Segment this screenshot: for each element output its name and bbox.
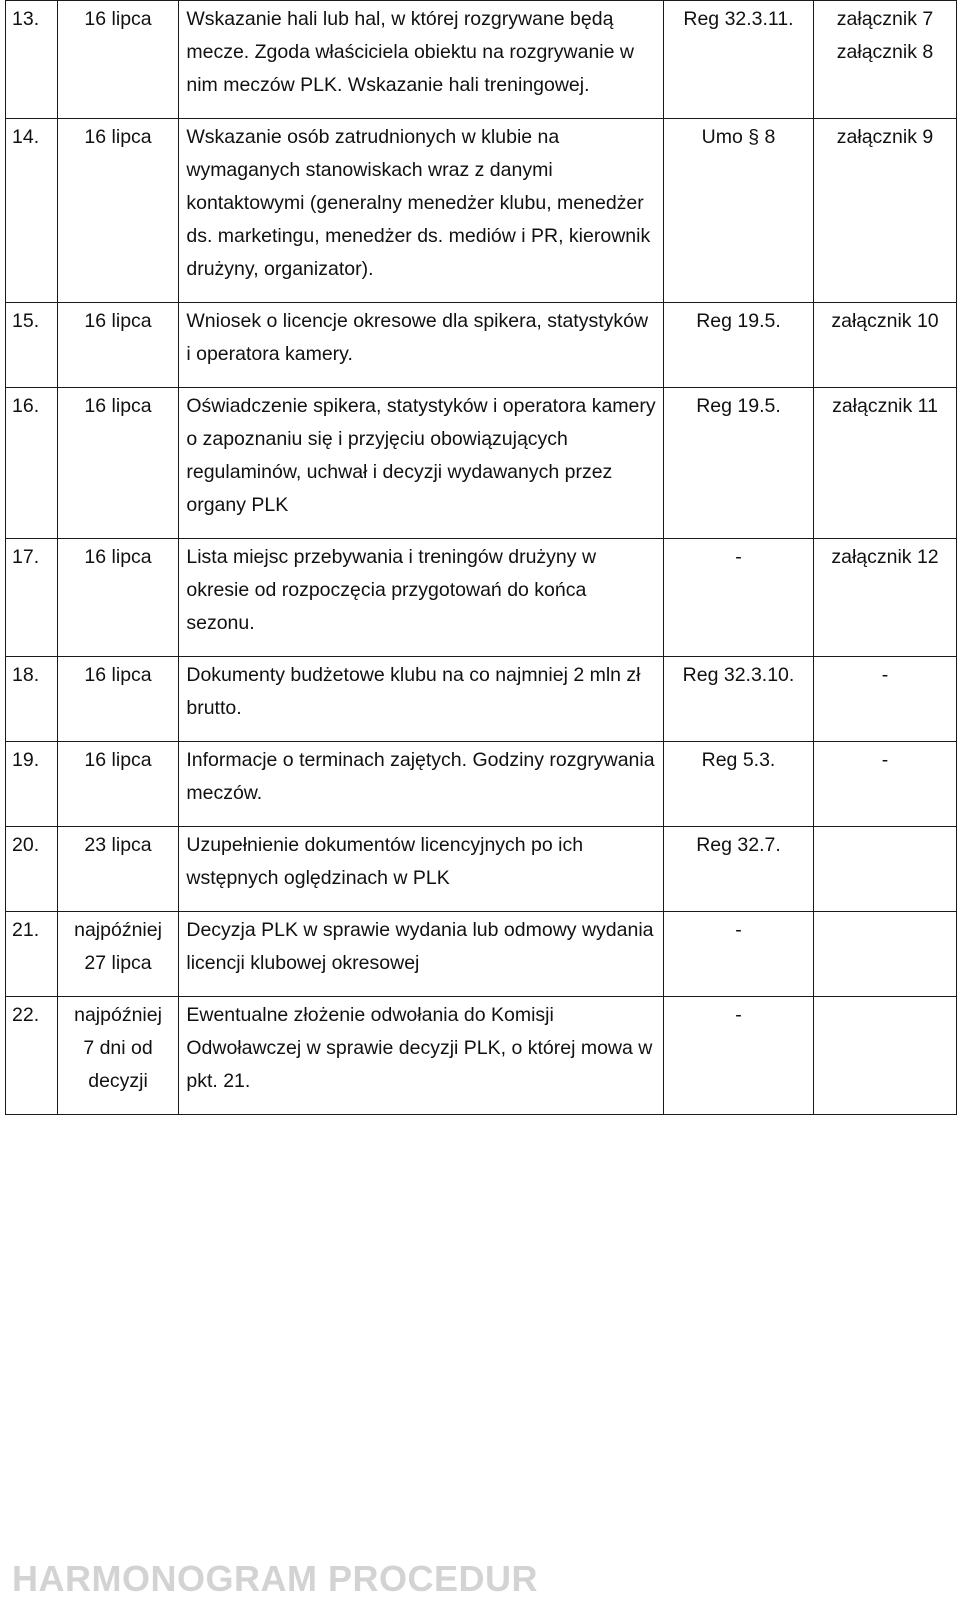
row-attachment: załącznik 10 <box>814 303 957 388</box>
row-number: 18. <box>6 657 58 742</box>
row-description: Wskazanie osób zatrudnionych w klubie na wymaganych stanowiskach wraz z danymi kontaktowymi (generalny menedżer klubu, menedżer ds. marketingu, menedżer ds. mediów i PR, kierownik drużyny, organizator). <box>179 119 664 303</box>
row-attachment <box>814 997 957 1115</box>
row-attachment: - <box>814 742 957 827</box>
row-deadline: 16 lipca <box>57 657 179 742</box>
table-row <box>6 1 957 119</box>
row-regulation-ref: - <box>663 539 813 657</box>
row-regulation-ref: - <box>663 997 813 1115</box>
row-attachment: załącznik 11 <box>814 388 957 539</box>
row-regulation-ref: Umo § 8 <box>663 119 813 303</box>
row-deadline: 16 lipca <box>57 742 179 827</box>
row-number: 22. <box>6 997 58 1115</box>
table-body <box>6 1 957 1115</box>
row-description: Informacje o terminach zajętych. Godziny rozgrywania meczów. <box>179 742 664 827</box>
table-row <box>6 119 957 303</box>
row-attachment: - <box>814 657 957 742</box>
row-deadline: 16 lipca <box>57 1 179 119</box>
row-regulation-ref: Reg 32.3.10. <box>663 657 813 742</box>
row-description: Ewentualne złożenie odwołania do Komisji Odwoławczej w sprawie decyzji PLK, o której mowa w pkt. 21. <box>179 997 664 1115</box>
row-number: 15. <box>6 303 58 388</box>
table-row <box>6 912 957 997</box>
row-attachment: załącznik 12 <box>814 539 957 657</box>
row-regulation-ref: Reg 19.5. <box>663 388 813 539</box>
row-attachment <box>814 912 957 997</box>
section-title: HARMONOGRAM PROCEDUR <box>12 1558 538 1599</box>
row-regulation-ref: - <box>663 912 813 997</box>
row-regulation-ref: Reg 19.5. <box>663 303 813 388</box>
row-deadline: 16 lipca <box>57 388 179 539</box>
table-row <box>6 303 957 388</box>
row-deadline: 16 lipca <box>57 119 179 303</box>
row-attachment: załącznik 7 załącznik 8 <box>814 1 957 119</box>
row-description: Wniosek o licencje okresowe dla spikera, statystyków i operatora kamery. <box>179 303 664 388</box>
procedure-table <box>5 0 957 1115</box>
table-row <box>6 742 957 827</box>
row-description: Lista miejsc przebywania i treningów drużyny w okresie od rozpoczęcia przygotowań do końca sezonu. <box>179 539 664 657</box>
table-row <box>6 997 957 1115</box>
row-deadline: 23 lipca <box>57 827 179 912</box>
row-description: Oświadczenie spikera, statystyków i operatora kamery o zapoznaniu się i przyjęciu obowiązujących regulaminów, uchwał i decyzji wydawanych przez organy PLK <box>179 388 664 539</box>
row-deadline: 16 lipca <box>57 539 179 657</box>
row-deadline: najpóźniej 7 dni od decyzji <box>57 997 179 1115</box>
row-attachment <box>814 827 957 912</box>
row-number: 20. <box>6 827 58 912</box>
row-regulation-ref: Reg 32.3.11. <box>663 1 813 119</box>
row-number: 21. <box>6 912 58 997</box>
row-description: Decyzja PLK w sprawie wydania lub odmowy wydania licencji klubowej okresowej <box>179 912 664 997</box>
row-number: 19. <box>6 742 58 827</box>
row-attachment: załącznik 9 <box>814 119 957 303</box>
row-deadline: najpóźniej 27 lipca <box>57 912 179 997</box>
row-number: 16. <box>6 388 58 539</box>
row-description: Wskazanie hali lub hal, w której rozgrywane będą mecze. Zgoda właściciela obiektu na rozgrywanie w nim meczów PLK. Wskazanie hali treningowej. <box>179 1 664 119</box>
row-description: Dokumenty budżetowe klubu na co najmniej 2 mln zł brutto. <box>179 657 664 742</box>
row-number: 17. <box>6 539 58 657</box>
row-regulation-ref: Reg 5.3. <box>663 742 813 827</box>
table-row <box>6 827 957 912</box>
row-number: 13. <box>6 1 58 119</box>
table-row <box>6 539 957 657</box>
row-regulation-ref: Reg 32.7. <box>663 827 813 912</box>
row-description: Uzupełnienie dokumentów licencyjnych po ich wstępnych oględzinach w PLK <box>179 827 664 912</box>
table-row <box>6 657 957 742</box>
row-deadline: 16 lipca <box>57 303 179 388</box>
table-row <box>6 388 957 539</box>
row-number: 14. <box>6 119 58 303</box>
